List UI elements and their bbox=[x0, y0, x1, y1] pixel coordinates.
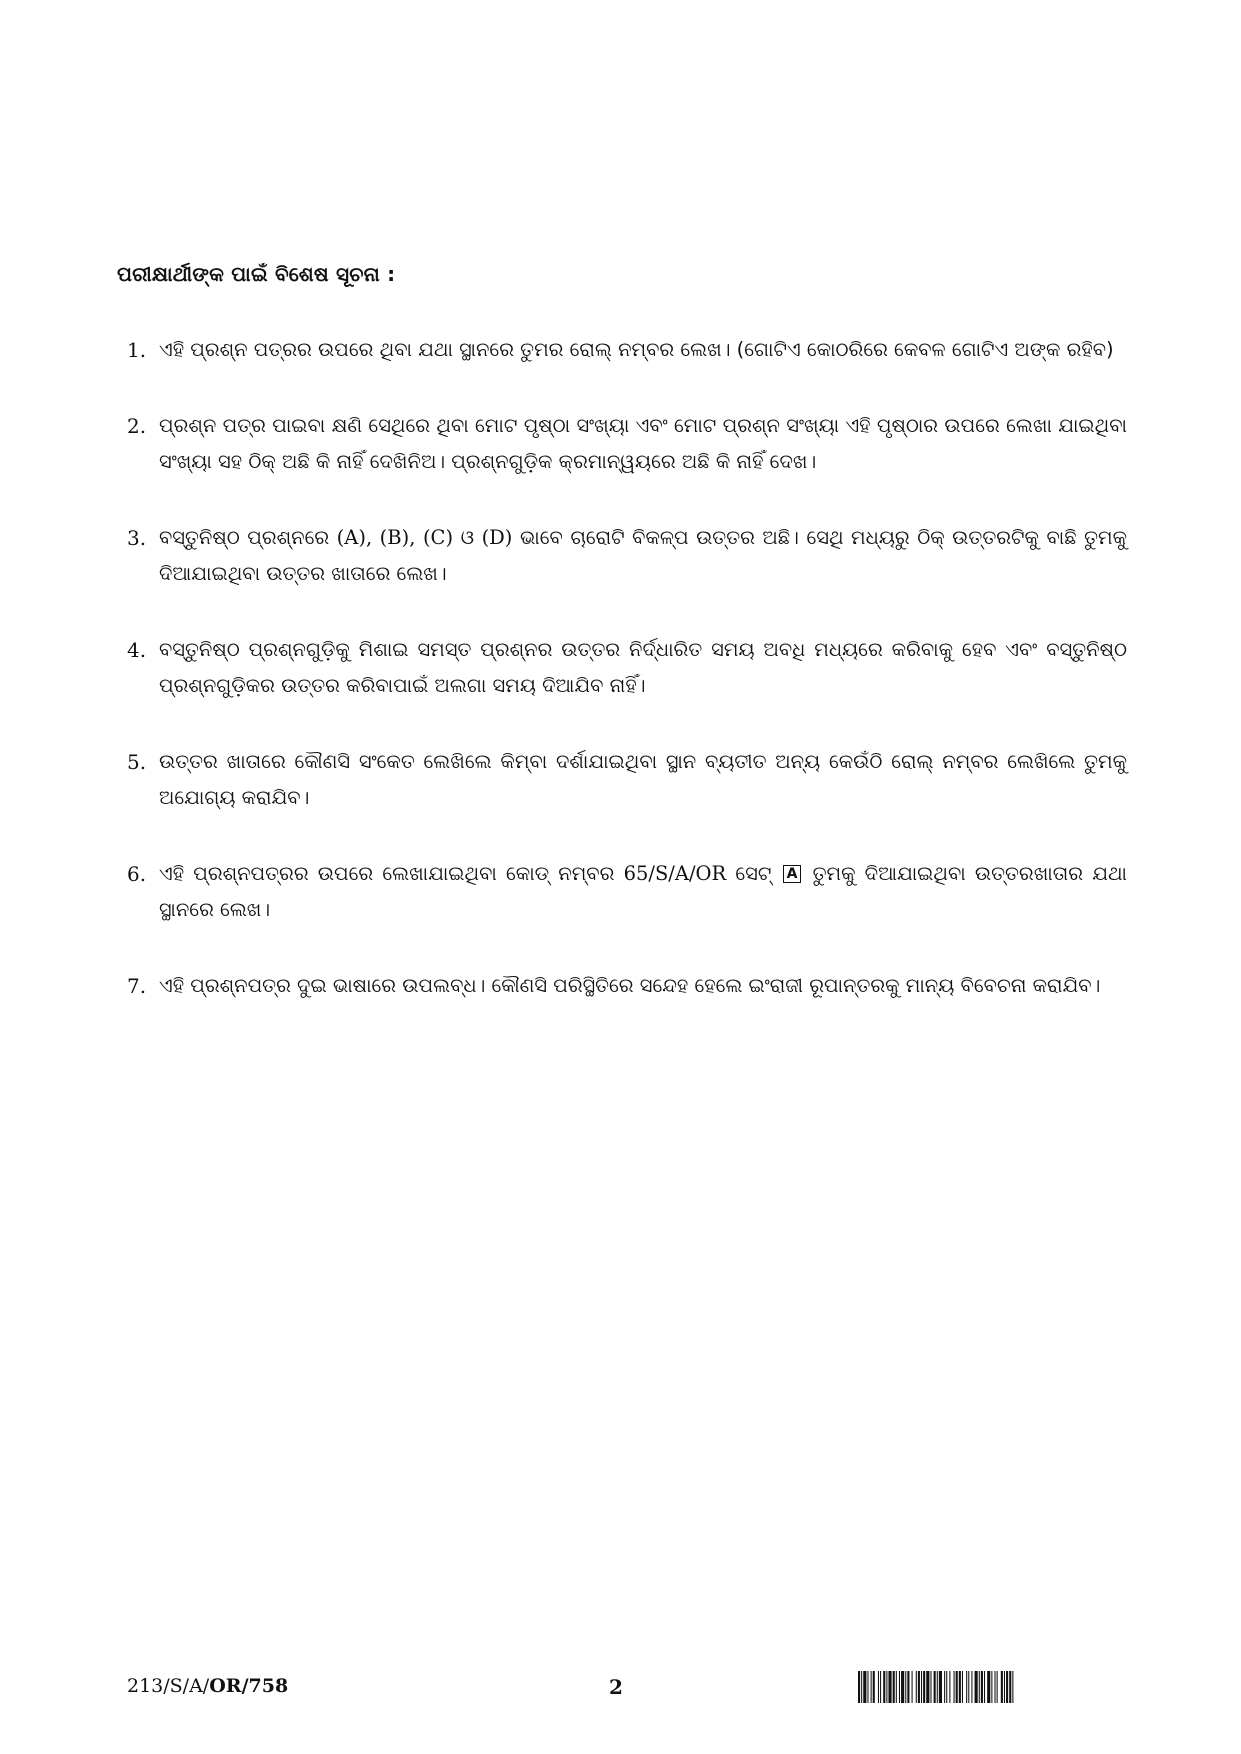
instructions-heading: ପରୀକ୍ଷାର୍ଥୀଙ୍କ ପାଇଁ ବିଶେଷ ସୂଚନା : bbox=[117, 262, 396, 286]
barcode-bar bbox=[937, 1671, 938, 1703]
option-labels: (A), (B), (C) bbox=[336, 526, 454, 549]
instruction-text: ଏହି ପ୍ରଶ୍ନପତ୍ର ଦୁଇ ଭାଷାରେ ଉପଲବ୍ଧ। କୌଣସି ପରିସ୍ଥିତିରେ ସନ୍ଦେହ ହେଲେ ଇଂରାଜୀ ରୂପାନ୍ତରକୁ ମାନ୍ୟ ବିବେଚନା କରାଯିବ। bbox=[159, 974, 1101, 997]
barcode-bar bbox=[905, 1671, 906, 1703]
barcode-bar bbox=[981, 1671, 983, 1703]
paper-code-serial: 758 bbox=[248, 1675, 289, 1697]
barcode-bar bbox=[923, 1671, 925, 1703]
barcode-bar bbox=[984, 1671, 985, 1703]
instruction-number: 2. bbox=[127, 414, 147, 438]
barcode-bar bbox=[912, 1671, 913, 1703]
paper-code-prefix: 213/S/A/ bbox=[127, 1675, 210, 1697]
instruction-text-part: ଭାବେ ଚାରୋଟି ବିକଳ୍ପ ଉତ୍ତର ଅଛି। ସେଥି ମଧ୍ୟରୁ ଠିକ୍ ଉତ୍ତରଟିକୁ ବାଛି ତୁମକୁ ଦିଆଯାଇଥିବା ଉତ୍ତର ଖାତାରେ ଲେଖ। bbox=[159, 526, 1127, 585]
paper-code bbox=[127, 1675, 288, 1697]
paper-code-language: OR bbox=[209, 1675, 242, 1697]
barcode-bar bbox=[997, 1671, 998, 1703]
barcode-bar bbox=[954, 1671, 955, 1703]
instruction-item bbox=[127, 968, 1127, 1004]
instruction-text: ଏହି ପ୍ରଶ୍ନ ପତ୍ରର ଉପରେ ଥିବା ଯଥା ସ୍ଥାନରେ ତୁମର ରୋଲ୍ ନମ୍ବର ଲେଖ। (ଗୋଟିଏ କୋଠରିରେ କେବଳ ଗୋଟିଏ ଅଙ୍କ ରହିବ) bbox=[159, 338, 1114, 361]
barcode-bar bbox=[921, 1671, 922, 1703]
barcode-bar bbox=[975, 1671, 978, 1703]
barcode-bar bbox=[896, 1671, 897, 1703]
instruction-number: 7. bbox=[127, 974, 147, 998]
barcode-bar bbox=[863, 1671, 866, 1703]
barcode-bar bbox=[939, 1671, 942, 1703]
barcode-bar bbox=[956, 1671, 958, 1703]
barcode-bar bbox=[930, 1671, 931, 1703]
instruction-text-part: ସେଟ୍ bbox=[726, 862, 781, 885]
barcode-bar bbox=[888, 1671, 891, 1703]
barcode-bar bbox=[979, 1671, 980, 1703]
instruction-text-part: ବସ୍ତୁନିଷ୍ଠ ପ୍ରଶ୍ନରେ bbox=[159, 526, 337, 549]
set-badge: A bbox=[783, 865, 802, 883]
instruction-item bbox=[127, 332, 1127, 368]
barcode-bar bbox=[861, 1671, 862, 1703]
instruction-number: 3. bbox=[127, 526, 147, 550]
instruction-text bbox=[159, 856, 1127, 928]
page-number: 2 bbox=[609, 1675, 623, 1699]
barcode-bar bbox=[886, 1671, 887, 1703]
instruction-item bbox=[127, 520, 1127, 592]
instruction-number: 4. bbox=[127, 638, 147, 662]
barcode-bar bbox=[1001, 1671, 1003, 1703]
barcode-bar bbox=[966, 1671, 967, 1703]
barcode-bar bbox=[916, 1671, 917, 1703]
barcode-bar bbox=[873, 1671, 875, 1703]
instruction-text: ପ୍ରଶ୍ନ ପତ୍ର ପାଇବା କ୍ଷଣି ସେଥିରେ ଥିବା ମୋଟ ପୃଷ୍ଠା ସଂଖ୍ୟା ଏବଂ ମୋଟ ପ୍ରଶ୍ନ ସଂଖ୍ୟା ଏହି ପୃଷ୍ଠାର ଉପରେ ଲେଖା ଯାଇଥିବା ସଂଖ୍ୟା ସହ ଠିକ୍ ଅଛି କି ନାହିଁ ଦେଖିନିଅ। ପ୍ରଶ୍ନଗୁଡ଼ିକ କ୍ରମାନ୍ୱୟରେ ଅଛି କି ନାହିଁ ଦେଖ। bbox=[159, 414, 1127, 473]
paper-code-separator: / bbox=[241, 1675, 249, 1697]
option-label-d: (D) bbox=[481, 526, 513, 549]
barcode-bar bbox=[871, 1671, 872, 1703]
barcode-bar bbox=[962, 1671, 963, 1703]
barcode-bar bbox=[991, 1671, 992, 1703]
barcode-icon bbox=[858, 1671, 1114, 1703]
barcode-bar bbox=[959, 1671, 961, 1703]
instruction-text: ଉତ୍ତର ଖାତାରେ କୌଣସି ସଂକେତ ଲେଖିଲେ କିମ୍ବା ଦର୍ଶାଯାଇଥିବା ସ୍ଥାନ ବ୍ୟତୀତ ଅନ୍ୟ କେଉଁଠି ରୋଲ୍ ନମ୍ବର ଲେଖିଲେ ତୁମକୁ ଅଯୋଗ୍ୟ କରାଯିବ। bbox=[159, 750, 1127, 809]
instruction-text-part: ଏହି ପ୍ରଶ୍ନପତ୍ରର ଉପରେ ଲେଖାଯାଇଥିବା କୋଡ୍ ନମ୍ବର bbox=[159, 862, 624, 885]
barcode-bar bbox=[971, 1671, 972, 1703]
barcode-bar bbox=[883, 1671, 885, 1703]
barcode-bar bbox=[878, 1671, 879, 1703]
instruction-number: 6. bbox=[127, 862, 147, 886]
barcode-bar bbox=[987, 1671, 990, 1703]
instruction-number: 1. bbox=[127, 338, 147, 362]
barcode-bar bbox=[946, 1671, 947, 1703]
barcode-bar bbox=[1004, 1671, 1005, 1703]
barcode-bar bbox=[899, 1671, 900, 1703]
code-number: 65/S/A/OR bbox=[623, 862, 727, 885]
barcode-bar bbox=[893, 1671, 895, 1703]
instruction-number: 5. bbox=[127, 750, 147, 774]
instruction-item bbox=[127, 856, 1127, 928]
instructions-list bbox=[127, 332, 1127, 1044]
barcode-bar bbox=[1012, 1671, 1013, 1703]
barcode-bar bbox=[1009, 1671, 1011, 1703]
barcode-bar bbox=[968, 1671, 969, 1703]
barcode-bar bbox=[907, 1671, 909, 1703]
instruction-text bbox=[159, 520, 1127, 592]
barcode-bar bbox=[901, 1671, 904, 1703]
instruction-text: ବସ୍ତୁନିଷ୍ଠ ପ୍ରଶ୍ନଗୁଡ଼ିକୁ ମିଶାଇ ସମସ୍ତ ପ୍ରଶ୍ନର ଉତ୍ତର ନିର୍ଦ୍ଧାରିତ ସମୟ ଅବଧି ମଧ୍ୟରେ କରିବାକୁ ହେବ ଏବଂ ବସ୍ତୁନିଷ୍ଠ ପ୍ରଶ୍ନଗୁଡ଼ିକର ଉତ୍ତର କରିବାପାଇଁ ଅଲଗା ସମୟ ଦିଆଯିବ ନାହିଁ। bbox=[159, 638, 1127, 697]
barcode-bar bbox=[918, 1671, 920, 1703]
barcode-bar bbox=[926, 1671, 929, 1703]
barcode-bar bbox=[995, 1671, 996, 1703]
instruction-item bbox=[127, 408, 1127, 480]
barcode-bar bbox=[949, 1671, 950, 1703]
barcode-bar bbox=[944, 1671, 945, 1703]
instruction-text-part: ତୁମକୁ ଦିଆଯାଇଥିବା ଉତ୍ତରଖାତାର ଯଥା ସ୍ଥାନରେ ଲେଖ। bbox=[159, 862, 1127, 921]
barcode-bar bbox=[867, 1671, 868, 1703]
barcode-bar bbox=[858, 1671, 860, 1703]
instruction-item bbox=[127, 632, 1127, 704]
barcode-bar bbox=[1006, 1671, 1008, 1703]
barcode-bar bbox=[880, 1671, 881, 1703]
instruction-item bbox=[127, 744, 1127, 816]
instruction-text-part: ଓ bbox=[453, 526, 482, 549]
barcode-bar bbox=[934, 1671, 936, 1703]
